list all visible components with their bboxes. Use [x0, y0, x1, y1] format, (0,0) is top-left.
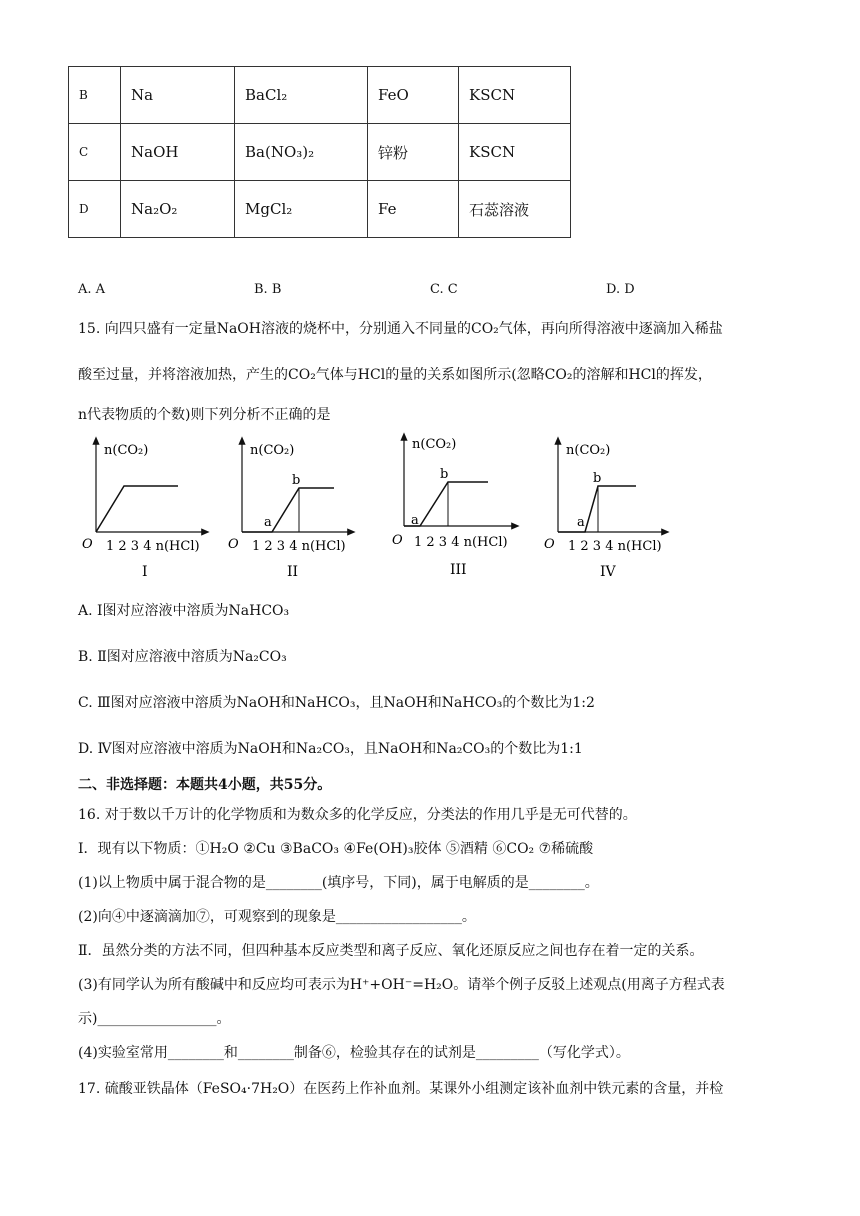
table-row: [69, 181, 571, 238]
table-cell: Na: [121, 67, 235, 124]
table-cell: KSCN: [459, 67, 571, 124]
graph-3-ylabel: n(CO₂): [412, 437, 457, 452]
row-label: D: [69, 181, 121, 238]
table-cell: FeO: [368, 67, 459, 124]
graph-3-xlabel: 1 2 3 4 n(HCl): [414, 535, 508, 550]
q15-option-c[interactable]: C. Ⅲ图对应溶液中溶质为NaOH和NaHCO₃，且NaOH和NaHCO₃的个数比为1:2: [78, 695, 595, 711]
graph-4-roman: IV: [600, 564, 616, 580]
q16-part2: Ⅱ．虽然分类的方法不同，但四种基本反应类型和离子反应、氧化还原反应之间也存在着一定的关系。: [78, 943, 704, 959]
table-cell: BaCl₂: [235, 67, 368, 124]
graph-1-xlabel: 1 2 3 4 n(HCl): [106, 539, 200, 554]
table-row: [69, 67, 571, 124]
graph-4-ylabel: n(CO₂): [566, 443, 611, 458]
table-row: [69, 124, 571, 181]
table-cell: 石蕊溶液: [459, 181, 571, 238]
row-label: B: [69, 67, 121, 124]
graph-1-roman: I: [142, 564, 148, 580]
graph-3-origin: O: [392, 533, 403, 548]
graph-4-xlabel: 1 2 3 4 n(HCl): [568, 539, 662, 554]
reagent-table: [68, 66, 571, 238]
graph-4-a: a: [577, 515, 585, 530]
q16-sub1: (1)以上物质中属于混合物的是________(填序号，下同)，属于电解质的是________。: [78, 875, 599, 891]
graph-2: [228, 440, 352, 580]
graph-3-a: a: [411, 513, 419, 528]
q16-sub3-line2: 示)_________________。: [78, 1011, 231, 1027]
graph-4-b: b: [593, 471, 602, 486]
q16-part1: Ⅰ．现有以下物质：①H₂O ②Cu ③BaCO₃ ④Fe(OH)₃胶体 ⑤酒精 ⑥CO₂ ⑦稀硫酸: [78, 841, 594, 857]
table-cell: MgCl₂: [235, 181, 368, 238]
graph-2-a: a: [264, 515, 272, 530]
q15-stem-line1: 15. 向四只盛有一定量NaOH溶液的烧杯中，分别通入不同量的CO₂气体，再向所得溶液中逐滴加入稀盐: [78, 321, 723, 337]
row-label: C: [69, 124, 121, 181]
table-cell: Ba(NO₃)₂: [235, 124, 368, 181]
graph-2-ylabel: n(CO₂): [250, 443, 295, 458]
q15-option-b[interactable]: B. Ⅱ图对应溶液中溶质为Na₂CO₃: [78, 649, 287, 665]
graph-4-origin: O: [544, 537, 555, 552]
graph-2-b: b: [292, 473, 301, 488]
choice-a[interactable]: A. A: [78, 282, 106, 297]
choice-c[interactable]: C. C: [430, 282, 458, 297]
table-cell: Fe: [368, 181, 459, 238]
q15-graphs: [70, 428, 710, 588]
table-cell: NaOH: [121, 124, 235, 181]
graph-4: [544, 440, 666, 580]
choice-b[interactable]: B. B: [254, 282, 282, 297]
table-cell: Na₂O₂: [121, 181, 235, 238]
q16-intro: 16. 对于数以千万计的化学物质和为数众多的化学反应，分类法的作用几乎是无可代替的。: [78, 807, 637, 823]
q17-line1: 17. 硫酸亚铁晶体（FeSO₄·7H₂O）在医药上作补血剂。某课外小组测定该补血剂中铁元素的含量，并检: [78, 1081, 724, 1097]
graph-1: [82, 440, 206, 580]
q15-stem-line3: n代表物质的个数)则下列分析不正确的是: [78, 407, 331, 423]
graph-1-origin: O: [82, 537, 93, 552]
q15-stem-line2: 酸至过量，并将溶液加热，产生的CO₂气体与HCl的量的关系如图所示(忽略CO₂的溶解和HCl的挥发，: [78, 367, 712, 383]
q16-sub4: (4)实验室常用________和________制备⑥，检验其存在的试剂是_________（写化学式）。: [78, 1045, 630, 1061]
q16-sub3-line1: (3)有同学认为所有酸碱中和反应均可表示为H⁺+OH⁻=H₂O。请举个例子反驳上述观点(用离子方程式表: [78, 977, 725, 993]
table-cell: 锌粉: [368, 124, 459, 181]
section-heading: 二、非选择题：本题共4小题，共55分。: [78, 777, 332, 793]
graph-1-ylabel: n(CO₂): [104, 443, 149, 458]
q15-option-a[interactable]: A. Ⅰ图对应溶液中溶质为NaHCO₃: [78, 603, 290, 619]
graph-3-roman: III: [450, 562, 467, 578]
graph-3-b: b: [440, 467, 449, 482]
table-cell: KSCN: [459, 124, 571, 181]
choice-d[interactable]: D. D: [606, 282, 635, 297]
graph-2-origin: O: [228, 537, 239, 552]
graph-2-roman: II: [287, 564, 299, 580]
q16-sub2: (2)向④中逐滴滴加⑦，可观察到的现象是__________________。: [78, 909, 476, 925]
q15-option-d[interactable]: D. Ⅳ图对应溶液中溶质为NaOH和Na₂CO₃，且NaOH和Na₂CO₃的个数比为1:1: [78, 741, 583, 757]
graph-3: [392, 436, 516, 578]
graph-2-xlabel: 1 2 3 4 n(HCl): [252, 539, 346, 554]
